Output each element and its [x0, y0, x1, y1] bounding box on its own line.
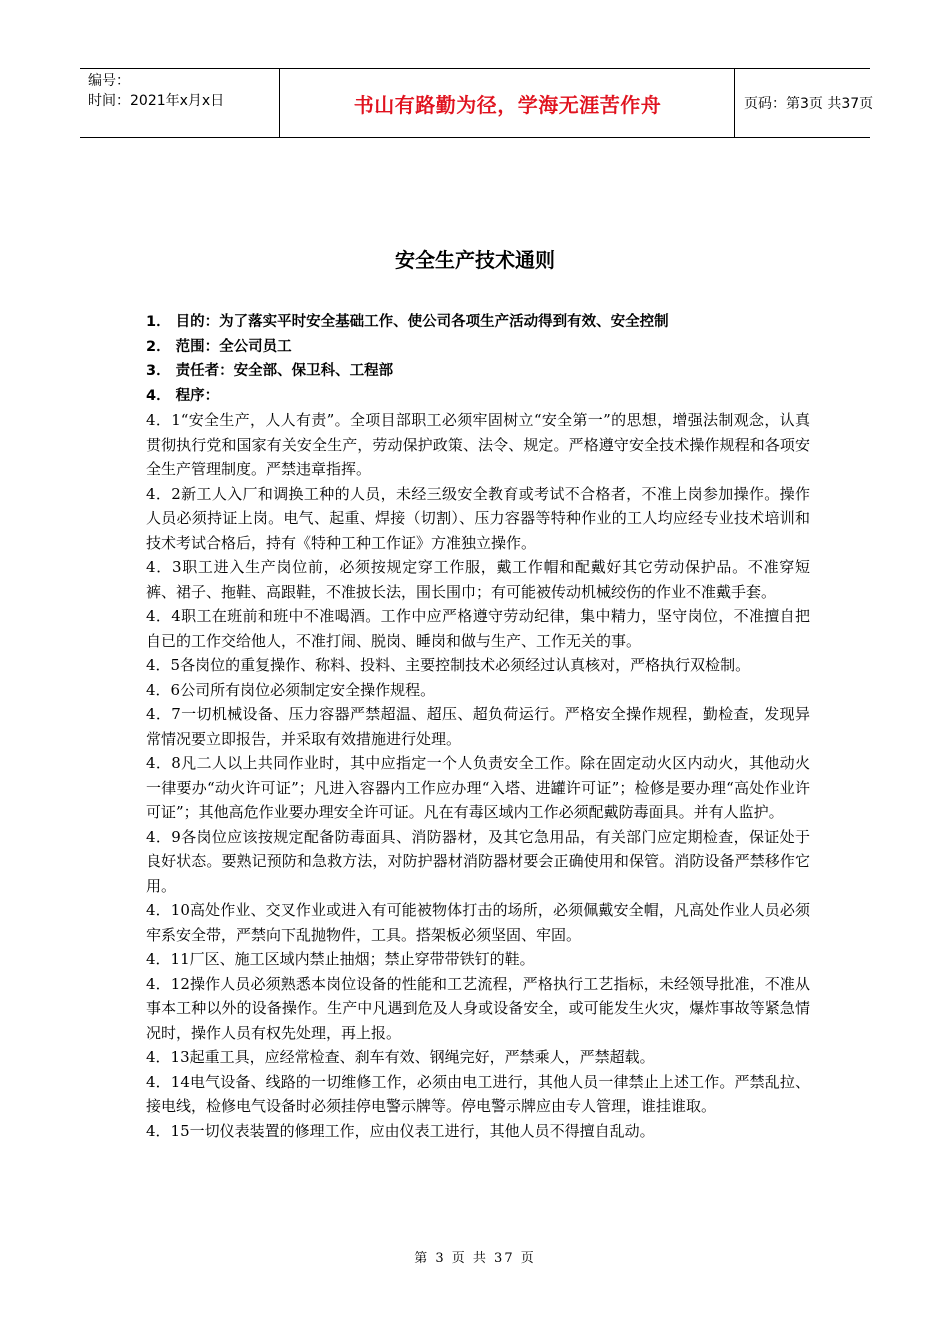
page-header — [80, 68, 874, 138]
procedure-item: 4．10高处作业、交叉作业或进入有可能被物体打击的场所，必须佩戴安全帽，凡高处作业人员必须牢系安全带，严禁向下乱抛物件，工具。搭架板必须坚固、牢固。 — [146, 901, 810, 944]
document-date: 时间：2021年x月x日 — [88, 93, 225, 109]
procedure-item: 4．6公司所有岗位必须制定安全操作规程。 — [146, 680, 436, 699]
header-page-info: 页码：第3页 共37页 — [744, 96, 874, 112]
procedure-item: 4．3职工进入生产岗位前，必须按规定穿工作服，戴工作帽和配戴好其它劳动保护品。不准穿短裤、裙子、拖鞋、高跟鞋，不准披长法，围长围巾；有可能被传动机械绞伤的作业不准戴手套。 — [146, 558, 810, 601]
document-body — [146, 310, 810, 1143]
procedure-item: 4．2新工人入厂和调换工种的人员，未经三级安全教育或考试不合格者，不准上岗参加操作。操作人员必须持证上岗。电气、起重、焊接（切割）、压力容器等特种作业的工人均应经专业技术培训和技术考试合格后，持有《特种工种工作证》方准独立操作。 — [146, 484, 810, 552]
procedure-item: 4．7一切机械设备、压力容器严禁超温、超压、超负荷运行。严格安全操作规程，勤检查，发现异常情况要立即报告，并采取有效措施进行处理。 — [146, 705, 810, 748]
procedure-item: 4．8凡二人以上共同作业时，其中应指定一个人负责安全工作。除在固定动火区内动火，其他动火一律要办“动火许可证”；凡进入容器内工作应办理“入塔、进罐许可证”；检修是要办理“高处作业许可证”；其他高危作业要办理安全许可证。凡在有毒区域内工作必须配戴防毒面具。并有人监护。 — [146, 754, 810, 821]
procedure-item: 4．11厂区、施工区域内禁止抽烟；禁止穿带带铁钉的鞋。 — [146, 950, 535, 968]
section-purpose: 1． 目的：为了落实平时安全基础工作、使公司各项生产活动得到有效、安全控制 — [146, 314, 669, 330]
procedure-item: 4．15一切仪表装置的修理工作，应由仪表工进行，其他人员不得擅自乱动。 — [146, 1121, 655, 1140]
document-number-label: 编号： — [88, 73, 130, 89]
page-footer: 第 3 页 共 37 页 — [414, 1251, 536, 1266]
header-meta — [80, 69, 280, 137]
section-responsible: 3． 责任者：安全部、保卫科、工程部 — [146, 363, 394, 379]
procedure-item: 4．9各岗位应该按规定配备防毒面具、消防器材，及其它急用品，有关部门应定期检查，保证处于良好状态。要熟记预防和急救方法，对防护器材消防器材要会正确使用和保管。消防设备严禁移作它用。 — [146, 827, 810, 895]
section-procedure: 4． 程序： — [146, 387, 220, 404]
procedure-item: 4．1“安全生产，人人有责”。全项目部职工必须牢固树立“安全第一”的思想，增强法制观念，认真贯彻执行党和国家有关安全生产，劳动保护政策、法令、规定。严格遵守安全技术操作规程和各项安全生产管理制度。严禁违章指挥。 — [146, 411, 810, 478]
procedure-item: 4．13起重工具，应经常检查、刹车有效、钢绳完好，严禁乘人，严禁超载。 — [146, 1048, 655, 1066]
procedure-item: 4．5各岗位的重复操作、称料、投料、主要控制技术必须经过认真核对，严格执行双检制。 — [146, 656, 751, 674]
procedure-item: 4．14电气设备、线路的一切维修工作，必须由电工进行，其他人员一律禁止上述工作。严禁乱拉、接电线，检修电气设备时必须挂停电警示牌等。停电警示牌应由专人管理，谁挂谁取。 — [146, 1072, 810, 1115]
header-motto: 书山有路勤为径，学海无涯苦作舟 — [281, 69, 735, 137]
section-scope: 2． 范围：全公司员工 — [146, 338, 292, 355]
procedure-item: 4．12操作人员必须熟悉本岗位设备的性能和工艺流程，严格执行工艺指标，未经领导批准，不准从事本工种以外的设备操作。生产中凡遇到危及人身或设备安全，或可能发生火灾，爆炸事故等紧急情况时，操作人员有权先处理，再上报。 — [146, 974, 810, 1042]
procedure-item: 4．4职工在班前和班中不准喝酒。工作中应严格遵守劳动纪律，集中精力，坚守岗位，不准擅自把自已的工作交给他人，不准打闹、脱岗、睡岗和做与生产、工作无关的事。 — [146, 607, 810, 650]
document-title: 安全生产技术通则 — [395, 248, 555, 272]
